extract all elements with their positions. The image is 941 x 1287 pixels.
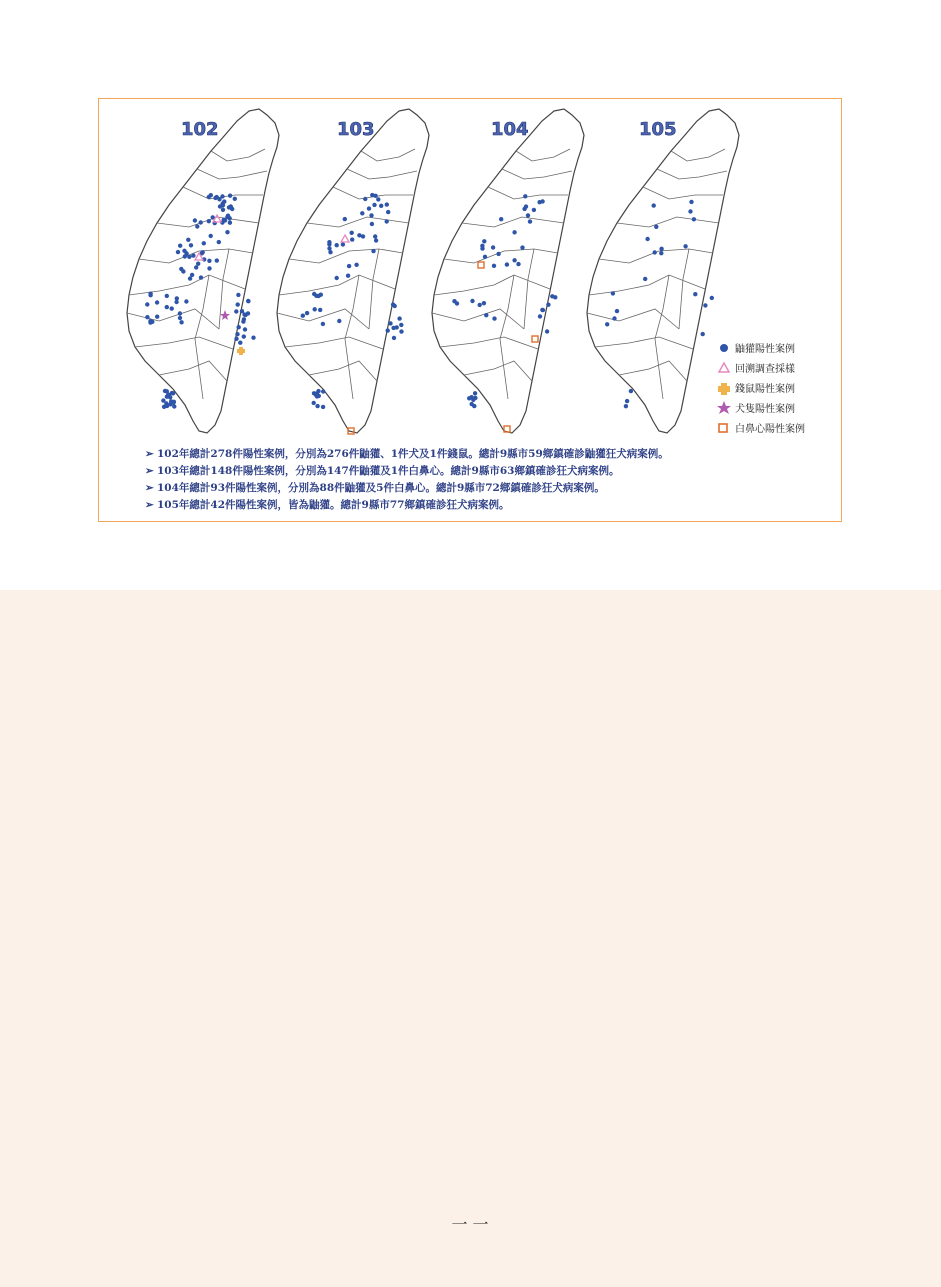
ferret-badger-case-marker bbox=[484, 313, 488, 317]
ferret-badger-case-marker bbox=[237, 325, 241, 329]
ferret-badger-case-marker bbox=[171, 400, 175, 404]
ferret-badger-case-marker bbox=[213, 196, 217, 200]
ferret-badger-case-marker bbox=[399, 329, 403, 333]
ferret-badger-case-marker bbox=[379, 204, 383, 208]
ferret-badger-case-marker bbox=[350, 237, 354, 241]
ferret-badger-case-marker bbox=[540, 199, 544, 203]
ferret-badger-case-marker bbox=[532, 208, 536, 212]
ferret-badger-case-marker bbox=[234, 309, 238, 313]
ferret-badger-case-marker bbox=[226, 214, 230, 218]
year-label-104: 104 bbox=[491, 119, 529, 140]
ferret-badger-case-marker bbox=[321, 322, 325, 326]
ferret-badger-case-marker bbox=[492, 264, 496, 268]
legend-label-civet: 白鼻心陽性案例 bbox=[735, 424, 805, 435]
ferret-badger-case-marker bbox=[455, 301, 459, 305]
ferret-badger-case-marker bbox=[186, 238, 190, 242]
ferret-badger-case-marker bbox=[496, 252, 500, 256]
ferret-badger-case-marker bbox=[385, 202, 389, 206]
ferret-badger-case-marker bbox=[683, 244, 687, 248]
ferret-badger-case-marker bbox=[703, 303, 707, 307]
ferret-badger-case-marker bbox=[236, 293, 240, 297]
ferret-badger-case-marker bbox=[195, 224, 199, 228]
ferret-badger-case-marker bbox=[522, 207, 526, 211]
ferret-badger-case-marker bbox=[235, 332, 239, 336]
ferret-badger-case-marker bbox=[520, 245, 524, 249]
ferret-badger-case-marker bbox=[645, 237, 649, 241]
ferret-badger-case-marker bbox=[251, 336, 255, 340]
ferret-badger-case-marker bbox=[473, 391, 477, 395]
note-line-105: ➢ 105年總計42件陽性案例，皆為鼬獾。總計9縣市77鄉鎮確診狂犬病案例。 bbox=[145, 497, 825, 514]
ferret-badger-case-marker bbox=[178, 316, 182, 320]
shrew-case-marker bbox=[237, 347, 245, 355]
ferret-badger-case-marker bbox=[654, 225, 658, 229]
ferret-badger-case-marker bbox=[170, 306, 174, 310]
ferret-badger-case-marker bbox=[688, 209, 692, 213]
ferret-badger-case-marker bbox=[202, 241, 206, 245]
ferret-badger-case-marker bbox=[689, 200, 693, 204]
ferret-badger-case-marker bbox=[221, 203, 225, 207]
ferret-badger-case-marker bbox=[491, 245, 495, 249]
ferret-badger-case-marker bbox=[541, 308, 545, 312]
ferret-badger-case-marker bbox=[316, 389, 320, 393]
ferret-badger-case-marker bbox=[184, 299, 188, 303]
ferret-badger-case-marker bbox=[710, 296, 714, 300]
ferret-badger-case-marker bbox=[360, 211, 364, 215]
ferret-badger-case-marker bbox=[238, 341, 242, 345]
ferret-badger-case-marker bbox=[189, 243, 193, 247]
ferret-badger-case-marker bbox=[376, 197, 380, 201]
legend-label-ferret-badger: 鼬獾陽性案例 bbox=[735, 344, 795, 355]
ferret-badger-case-marker bbox=[492, 316, 496, 320]
ferret-badger-case-marker bbox=[397, 316, 401, 320]
ferret-badger-case-marker bbox=[207, 219, 211, 223]
ferret-badger-case-marker bbox=[386, 328, 390, 332]
ferret-badger-case-marker bbox=[523, 194, 527, 198]
ferret-badger-case-marker bbox=[505, 262, 509, 266]
ferret-badger-case-marker bbox=[337, 319, 341, 323]
case-notes bbox=[145, 446, 825, 514]
ferret-badger-case-marker bbox=[207, 259, 211, 263]
ferret-badger-case-marker bbox=[391, 302, 395, 306]
ferret-badger-case-marker bbox=[335, 243, 339, 247]
ferret-badger-case-marker bbox=[350, 231, 354, 235]
legend-label-shrew: 錢鼠陽性案例 bbox=[735, 384, 795, 395]
arrow-bullet-icon: ➢ bbox=[145, 465, 154, 477]
year-label-102: 102 bbox=[181, 119, 219, 140]
circle-icon bbox=[720, 344, 728, 352]
ferret-badger-case-marker bbox=[221, 208, 225, 212]
ferret-badger-case-marker bbox=[483, 255, 487, 259]
ferret-badger-case-marker bbox=[553, 295, 557, 299]
ferret-badger-case-marker bbox=[233, 197, 237, 201]
ferret-badger-case-marker bbox=[659, 251, 663, 255]
ferret-badger-case-marker bbox=[605, 322, 609, 326]
ferret-badger-case-marker bbox=[499, 217, 503, 221]
ferret-badger-case-marker bbox=[209, 234, 213, 238]
cross-icon bbox=[718, 383, 730, 395]
ferret-badger-case-marker bbox=[145, 315, 149, 319]
ferret-badger-case-marker bbox=[341, 242, 345, 246]
ferret-badger-case-marker bbox=[367, 206, 371, 210]
ferret-badger-case-marker bbox=[188, 276, 192, 280]
ferret-badger-case-marker bbox=[312, 401, 316, 405]
ferret-badger-case-marker bbox=[611, 291, 615, 295]
ferret-badger-case-marker bbox=[693, 292, 697, 296]
ferret-badger-case-marker bbox=[363, 197, 367, 201]
ferret-badger-case-marker bbox=[652, 203, 656, 207]
ferret-badger-case-marker bbox=[327, 242, 331, 246]
ferret-badger-case-marker bbox=[190, 273, 194, 277]
ferret-badger-case-marker bbox=[175, 296, 179, 300]
ferret-badger-case-marker bbox=[172, 404, 176, 408]
ferret-badger-case-marker bbox=[512, 258, 516, 262]
legend-label-dog: 犬隻陽性案例 bbox=[735, 404, 795, 415]
star-icon bbox=[717, 401, 731, 414]
ferret-badger-case-marker bbox=[148, 293, 152, 297]
ferret-badger-case-marker bbox=[215, 258, 219, 262]
ferret-badger-case-marker bbox=[346, 274, 350, 278]
arrow-bullet-icon: ➢ bbox=[145, 499, 154, 511]
ferret-badger-case-marker bbox=[482, 301, 486, 305]
map-panel-103 bbox=[277, 109, 429, 433]
bottom-background bbox=[0, 590, 941, 1287]
ferret-badger-case-marker bbox=[347, 264, 351, 268]
ferret-badger-case-marker bbox=[692, 217, 696, 221]
legend bbox=[717, 342, 805, 435]
ferret-badger-case-marker bbox=[335, 276, 339, 280]
map-panel-104 bbox=[432, 109, 584, 433]
ferret-badger-case-marker bbox=[370, 193, 374, 197]
ferret-badger-case-marker bbox=[181, 269, 185, 273]
ferret-badger-case-marker bbox=[184, 251, 188, 255]
ferret-badger-case-marker bbox=[243, 327, 247, 331]
ferret-badger-case-marker bbox=[199, 275, 203, 279]
ferret-badger-case-marker bbox=[318, 308, 322, 312]
note-line-102: ➢ 102年總計278件陽性案例，分別為276件鼬獾、1件犬及1件錢鼠。總計9縣市59鄉鎮確診鼬獾狂犬病案例。 bbox=[145, 446, 825, 463]
ferret-badger-case-marker bbox=[228, 194, 232, 198]
ferret-badger-case-marker bbox=[391, 326, 395, 330]
ferret-badger-case-marker bbox=[217, 197, 221, 201]
ferret-badger-case-marker bbox=[301, 314, 305, 318]
ferret-badger-case-marker bbox=[625, 399, 629, 403]
ferret-badger-case-marker bbox=[161, 398, 165, 402]
ferret-badger-case-marker bbox=[385, 219, 389, 223]
ferret-badger-case-marker bbox=[155, 300, 159, 304]
ferret-badger-case-marker bbox=[321, 405, 325, 409]
ferret-badger-case-marker bbox=[373, 234, 377, 238]
ferret-badger-case-marker bbox=[399, 323, 403, 327]
ferret-badger-case-marker bbox=[512, 230, 516, 234]
ferret-badger-case-marker bbox=[223, 218, 227, 222]
ferret-badger-case-marker bbox=[615, 309, 619, 313]
ferret-badger-case-marker bbox=[228, 221, 232, 225]
map-panel-102 bbox=[127, 109, 279, 433]
ferret-badger-case-marker bbox=[388, 321, 392, 325]
ferret-badger-case-marker bbox=[701, 332, 705, 336]
ferret-badger-case-marker bbox=[305, 311, 309, 315]
ferret-badger-case-marker bbox=[179, 320, 183, 324]
page-number: 一 一 bbox=[451, 1215, 489, 1234]
ferret-badger-case-marker bbox=[470, 402, 474, 406]
ferret-badger-case-marker bbox=[234, 337, 238, 341]
ferret-badger-case-marker bbox=[236, 302, 240, 306]
ferret-badger-case-marker bbox=[242, 334, 246, 338]
arrow-bullet-icon: ➢ bbox=[145, 448, 154, 460]
triangle-icon bbox=[719, 363, 729, 372]
ferret-badger-case-marker bbox=[178, 311, 182, 315]
ferret-badger-case-marker bbox=[315, 404, 319, 408]
ferret-badger-case-marker bbox=[470, 299, 474, 303]
ferret-badger-case-marker bbox=[165, 389, 169, 393]
ferret-badger-case-marker bbox=[653, 250, 657, 254]
ferret-badger-case-marker bbox=[526, 213, 530, 217]
note-line-103: ➢ 103年總計148件陽性案例，分別為147件鼬獾及1件白鼻心。總計9縣市63鄉鎮確診狂犬病案例。 bbox=[145, 463, 825, 480]
ferret-badger-case-marker bbox=[545, 329, 549, 333]
ferret-badger-case-marker bbox=[371, 249, 375, 253]
legend-label-trace-sampling: 回溯調查採樣 bbox=[735, 364, 795, 375]
ferret-badger-case-marker bbox=[176, 250, 180, 254]
ferret-badger-case-marker bbox=[168, 395, 172, 399]
ferret-badger-case-marker bbox=[165, 294, 169, 298]
ferret-badger-case-marker bbox=[478, 303, 482, 307]
ferret-badger-case-marker bbox=[516, 262, 520, 266]
ferret-badger-case-marker bbox=[374, 238, 378, 242]
arrow-bullet-icon: ➢ bbox=[145, 482, 154, 494]
ferret-badger-case-marker bbox=[321, 389, 325, 393]
ferret-badger-case-marker bbox=[528, 219, 532, 223]
ferret-badger-case-marker bbox=[361, 234, 365, 238]
note-line-104: ➢ 104年總計93件陽性案例，分別為88件鼬獾及5件白鼻心。總計9縣市72鄉鎮確診狂犬病案例。 bbox=[145, 480, 825, 497]
ferret-badger-case-marker bbox=[316, 294, 320, 298]
ferret-badger-case-marker bbox=[482, 239, 486, 243]
ferret-badger-case-marker bbox=[165, 305, 169, 309]
ferret-badger-case-marker bbox=[313, 307, 317, 311]
ferret-badger-case-marker bbox=[629, 389, 633, 393]
ferret-badger-case-marker bbox=[207, 266, 211, 270]
ferret-badger-case-marker bbox=[480, 244, 484, 248]
ferret-badger-case-marker bbox=[225, 230, 229, 234]
ferret-badger-case-marker bbox=[538, 314, 542, 318]
year-label-105: 105 bbox=[639, 119, 677, 140]
ferret-badger-case-marker bbox=[199, 220, 203, 224]
ferret-badger-case-marker bbox=[178, 244, 182, 248]
ferret-badger-case-marker bbox=[246, 311, 250, 315]
ferret-badger-case-marker bbox=[546, 303, 550, 307]
ferret-badger-case-marker bbox=[612, 316, 616, 320]
ferret-badger-case-marker bbox=[369, 213, 373, 217]
ferret-badger-case-marker bbox=[194, 265, 198, 269]
ferret-badger-case-marker bbox=[328, 250, 332, 254]
ferret-badger-case-marker bbox=[241, 319, 245, 323]
ferret-badger-case-marker bbox=[327, 246, 331, 250]
ferret-badger-case-marker bbox=[354, 263, 358, 267]
ferret-badger-case-marker bbox=[150, 320, 154, 324]
ferret-badger-case-marker bbox=[196, 262, 200, 266]
ferret-badger-case-marker bbox=[193, 218, 197, 222]
square-icon bbox=[719, 424, 727, 432]
ferret-badger-case-marker bbox=[227, 205, 231, 209]
ferret-badger-case-marker bbox=[191, 253, 195, 257]
ferret-badger-case-marker bbox=[171, 391, 175, 395]
ferret-badger-case-marker bbox=[386, 210, 390, 214]
ferret-badger-case-marker bbox=[246, 299, 250, 303]
ferret-badger-case-marker bbox=[155, 315, 159, 319]
ferret-badger-case-marker bbox=[659, 247, 663, 251]
ferret-badger-case-marker bbox=[207, 195, 211, 199]
rabies-map-figure bbox=[98, 98, 842, 522]
ferret-badger-case-marker bbox=[145, 302, 149, 306]
ferret-badger-case-marker bbox=[469, 395, 473, 399]
ferret-badger-case-marker bbox=[317, 394, 321, 398]
ferret-badger-case-marker bbox=[372, 203, 376, 207]
ferret-badger-case-marker bbox=[643, 277, 647, 281]
ferret-badger-case-marker bbox=[392, 336, 396, 340]
year-label-103: 103 bbox=[337, 119, 375, 140]
ferret-badger-case-marker bbox=[217, 240, 221, 244]
ferret-badger-case-marker bbox=[370, 222, 374, 226]
ferret-badger-case-marker bbox=[624, 404, 628, 408]
map-panel-105 bbox=[587, 109, 739, 433]
ferret-badger-case-marker bbox=[343, 217, 347, 221]
